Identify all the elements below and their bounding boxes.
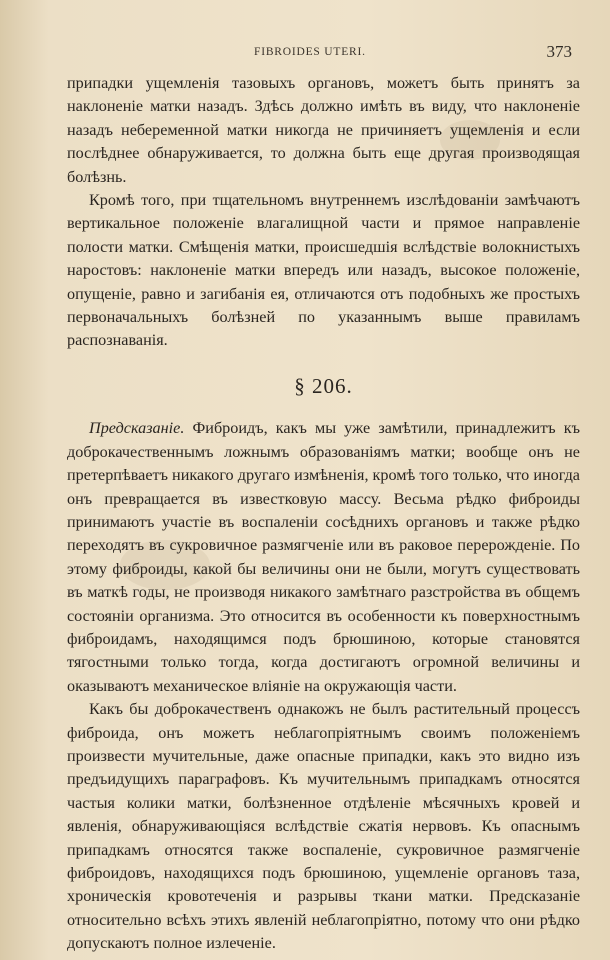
paragraph-3-lead: Предсказаніе. xyxy=(89,419,185,438)
paragraph-3 xyxy=(67,417,580,698)
paragraph-1: припадки ущемленія тазовыхъ органовъ, можетъ быть принятъ за наклоненіе матки назадъ. Здѣсь должно имѣть въ виду, что наклоненіе назадъ небеременной матки никогда не причиняетъ ущемленія и если послѣднее обнаруживается, то должна быть еще другая производящая болѣзнь. xyxy=(67,74,580,186)
running-title: FIBROIDES UTERI. xyxy=(254,46,366,58)
paragraph-4: Какъ бы доброкачественъ однакожъ не былъ растительный процессъ фиброида, онъ можетъ неблагопріятнымъ своимъ положеніемъ произвести мучительные, даже опасные припадки, какъ это видно изъ предъидущихъ параграфовъ. Къ мучительнымъ припадкамъ относятся частыя колики матки, болѣзненное отдѣленіе мѣсячныхъ кровей и явленія, обнаруживающіяся вслѣдствіе сжатія нервовъ. Къ опаснымъ припадкамъ относятся также воспаленіе, сукровичное размягченіе фиброидовъ, находящихся подъ брюшиною, ущемленіе органовъ таза, хроническія кровотеченія и разрывы ткани матки. Предсказаніе относительно всѣхъ этихъ явленій неблагопріятно, потому что они рѣдко допускаютъ полное излеченіе. xyxy=(67,700,580,953)
section-heading: § 206. xyxy=(294,373,353,398)
paragraph-2: Кромѣ того, при тщательномъ внутреннемъ изслѣдованіи замѣчаютъ вертикальное положеніе влагалищной части и прямое направленіе полости матки. Смѣщенія матки, происшедшія вслѣдствіе волокнистыхъ наростовъ: наклоненіе матки впередъ или назадъ, высокое положеніе, опущеніе, равно и загибанія ея, отличаются отъ подобныхъ же простыхъ первоначальныхъ болѣзней по указаннымъ выше правиламъ распознаванія. xyxy=(67,191,580,350)
page-body xyxy=(67,72,580,956)
page-header xyxy=(60,42,572,64)
paragraph-3-text: Фиброидъ, какъ мы уже замѣтили, принадлежитъ къ доброкачественнымъ ложнымъ образованіямъ матки; вообще онъ не претерпѣваетъ никакого другаго измѣненія, кромѣ того только, что иногда онъ превращается въ известковую массу. Весьма рѣдко фиброиды принимаютъ участіе въ воспаленіи сосѣднихъ органовъ и также рѣдко переходятъ въ сукровичное размягченіе или въ раковое перерожденіе. По этому фиброиды, какой бы величины они не были, могутъ существовать въ маткѣ годы, не производя никакого замѣтнаго разстройства въ общемъ состояніи организма. Это относится въ особенности къ поверхностнымъ фиброидамъ, находящимся подъ брюшиною, которые становятся тягостными только тогда, когда достигаютъ огромной величины и оказываютъ механическое вліяніе на окружающія части. xyxy=(67,419,580,695)
page-number: 373 xyxy=(546,42,572,61)
